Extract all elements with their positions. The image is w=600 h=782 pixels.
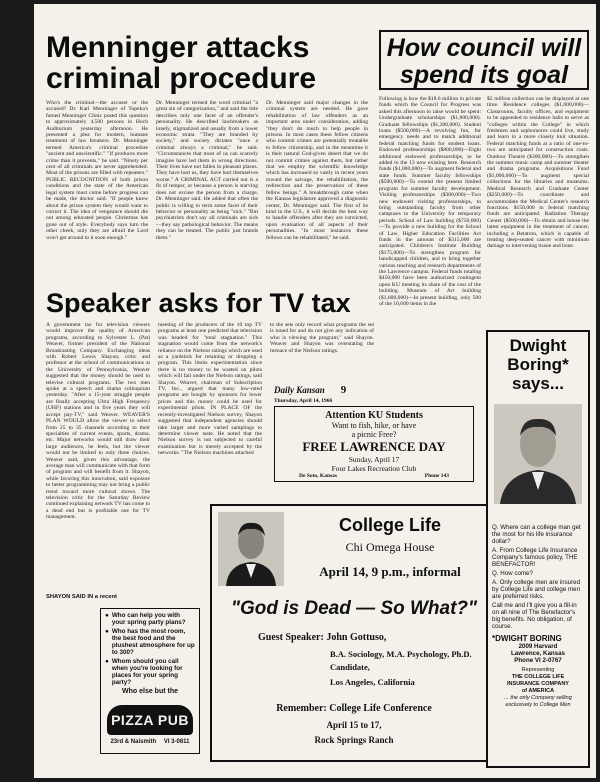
- pizza-item-3-text: Whom should you call when you're looking for places for your spring party?: [111, 658, 183, 686]
- pizza-item-2: [105, 628, 195, 656]
- college-life-conf-dates: April 15 to 17,: [326, 720, 382, 730]
- council-text-1: Following is how the $18.6 million in private funds which the Council for Progress was asked this afternoon to raise would be spent: Undergraduate scholarships ($1,800,000). Graduate fellowships ($1,200,000). Student loans ($500,000)—A revolving fun, for emergency needs and to match additional federal matching funds for student loans. Endowed professorships ($800,000)—Eight additional endowed professorships, to be added to the 13 now existing here. Research funds ($1,000,000)—To augment federal and state funds. Summer faculty fellowships ($500,000)—To extend the present limited program for summer faculty development. Visiting professorships ($300,000)—Two new endowed visiting professorships, to bring outstanding faculty from other campuses to the University for temporary periods. School of Law building ($750,000)—To provide a new building for the School of Law. Higher Education Facilities Act funds in the amount of $315,000 are anticipated. Children's Institute Building ($175,000)—To strengthen program for handicapped children, and to bring together various teaching and research departments of the Lawrence campus. Federal funds totaling $450,000 have been authorized contingent upon KU meeting its share of the cost of the building. Museum of Art building ($1,600,000)—In present building, only 500 of the 10,600 items in the: [379, 96, 481, 307]
- masthead-page: 9: [340, 384, 347, 396]
- tv-col-1: [46, 322, 150, 594]
- tv-col-1-tail: SHAYON SAID IN a recent: [46, 594, 117, 600]
- picnic-line-2: a picnic Free?: [351, 430, 397, 439]
- boring-phone: Phone VI 2-0767: [514, 657, 562, 664]
- college-life-when: April 14, 9 p.m., informal: [319, 564, 461, 579]
- pizza-logo-text: PIZZA PUB: [111, 712, 189, 728]
- college-life-title: College Life: [338, 515, 441, 535]
- picnic-title: Attention KU Students: [325, 410, 423, 421]
- boring-portrait-icon: [494, 404, 582, 504]
- pizza-item-1: [105, 612, 195, 626]
- picnic-big: FREE LAWRENCE DAY: [302, 439, 446, 454]
- boring-q2: Q. How come?: [492, 570, 533, 577]
- boring-rep-3: INSURANCE COMPANY: [507, 681, 569, 687]
- menninger-col-3: [266, 100, 368, 286]
- picnic-line-1: Want to fish, hike, or have: [331, 421, 417, 430]
- boring-call: Call me and I'll give you a fill-in on all nine of The Benefactor's big benefits. No obligation, of course.: [492, 602, 577, 630]
- pizza-pub-logo: [107, 705, 193, 735]
- tv-text-3: to the sets only record what programs the set is tuned for and do not give any indication of who is viewing the program," said Shayon. Weaver and Shayon was overstating the menace of the Nielson ratings.: [270, 322, 374, 354]
- pizza-item-1-text: Who can help you with your spring party plans?: [111, 612, 186, 626]
- college-life-cred-2: Los Angeles, California: [330, 677, 415, 687]
- pizza-tagline: Who else but the: [122, 688, 178, 695]
- boring-addr-1: 2009 Harvard: [518, 643, 558, 650]
- pizza-address: 23rd & Naismith: [110, 739, 157, 745]
- menninger-text-2: Dr. Menninger termed the word criminal "a great sin of categorization," and said the title describes only one facet of an offender's personality. He described lawbreakers as lonely, stigmatized and usually from a lower economic strata. "They are branded by society," and society dictates "once a criminal always a criminal," he said. "Circumstances that most of us can scarcely imagine have led them in wrong directions. Their lives have not fallen in pleasant places. They have hurt us, they have hurt themselves worse." A CRIMINAL ACT carried out is a fit of temper, or because a person is starving does not excuse the person from a charge, Dr. Menninger said. He added that often the public is willing to term some facet of their behavior or personality as being "sick." "But psychiatrists don't say all criminals are sick—they say pathological behavior. The means they can be treated. The public just brands them.": [156, 100, 258, 241]
- council-col-2: [487, 96, 589, 328]
- tv-col-3: [270, 322, 374, 374]
- boring-a1: A. From College Life Insurance Company's famous policy, THE BENEFACTOR!: [492, 547, 578, 568]
- boring-rep-2: THE COLLEGE LIFE: [511, 674, 565, 680]
- newspaper-page: [34, 4, 596, 778]
- boring-rep-4: of AMERICA: [521, 688, 555, 694]
- council-text-2: $2 million collection can be displayed at one time. Residence colleges ($1,000,000)—Classrooms, faculty offices, and equipment to be appended to residence halls to serve as "colleges within the College" in which freshmen and sophomores could live, study and learn in a more closely knit situation. Federal matching funds at a ratio of one-to-two are anticipated for construction costs. Outdoor Theatre ($300,000)—To strengthen the summer music camp and summer theater and drama programs. Acquisitions Fund ($1,000,000)—To augment special collections for the libraries and museums. Medical Research and Graduate Center ($250,000)—To coordinate and accommodate the Medical Center's research functions. $150,000 in federal matching funds are anticipated. Radiation Therapy Center ($500,000)—To obtain and house the latest equipment in the treatment of cancer, including a Betatron, which is capable of treating deep-seated cancer with minimum damage to intervening tissue and bone.: [487, 96, 589, 250]
- picnic-ad: [274, 406, 474, 482]
- college-life-cred-1: B.A. Sociology, M.A. Psychology, Ph.D. Candidate,: [330, 649, 472, 672]
- college-life-remember: Remember: College Life Conference: [276, 703, 432, 714]
- boring-headline-3: says...: [512, 374, 564, 393]
- masthead-name: Daily Kansan: [274, 385, 325, 395]
- masthead-date: Thursday, April 14, 1966: [274, 398, 333, 404]
- pizza-pub-ad: [100, 608, 200, 754]
- boring-rep-1: Representing: [521, 667, 555, 673]
- picnic-phone: Phone 143: [424, 473, 449, 479]
- speaker-photo: [218, 512, 284, 586]
- dwight-boring-ad: [486, 330, 590, 768]
- tv-text-2: meeting of the producers of the 10 top TV programs at least one predicted that television was headed for "total stagnation." This stagnation would come from the network's reliance on the Nielson ratings which are used as a yardstick for retaining or dropping a program. This limits experimentation since there is no money to be wasted on pilots which will fail under the Nielson ratings, said Shayon. Weaver, chairman of Subscription TV, Inc., argued that many low-rated programs are bought by sponsors for lower prices and this money could be used for experimental pilots. IN PLACE OF the recently-investigated Nielson survey, Shayon suggested that independent agencies should take larger and more varied samplings to determine viewer taste. He noted that the Nielson survey is not subjected to careful examination but is merely accepted by the networks. "The Nielson machines attached: [158, 322, 262, 457]
- college-life-speaker: John Gottuso,: [326, 632, 387, 643]
- pizza-phone: VI 3-0611: [163, 739, 190, 745]
- picnic-date: Sunday, April 17: [348, 455, 400, 464]
- pizza-bullet-3-icon: ●: [105, 658, 109, 665]
- council-headline: How council will spend its goal: [386, 34, 582, 89]
- college-life-ad: [210, 504, 498, 762]
- boring-photo: [494, 404, 582, 504]
- boring-headline-2: Boring*: [507, 355, 569, 374]
- pizza-item-3: [105, 658, 195, 686]
- pizza-bullet-2-icon: ●: [105, 628, 109, 635]
- boring-name: *DWIGHT BORING: [492, 634, 562, 643]
- boring-rep-5: ... the only Company selling exclusively to College Men: [504, 695, 572, 708]
- boring-a2: A. Only college men are insured by College Life and college men are preferred risks.: [492, 579, 581, 600]
- boring-q1: Q. Where can a college man get the most for his life insurance dollar?: [492, 524, 581, 545]
- masthead: [274, 380, 374, 404]
- tv-headline: Speaker asks for TV tax: [46, 288, 351, 318]
- menninger-headline: Menninger attacks criminal procedure: [46, 31, 317, 95]
- menninger-text-3: Dr. Menninger said major changes in the criminal system are needed. He gave rehabilitation of law offenders as an important area under consideration, adding "they don't do much to help people in prisons. In most cases these fellow citizens who commit crimes are potentially treatable to fellow citizenship, and in the meantime it is their natural God-given desert that we do not commit crimes against them, but rather that we employ the scientific knowledge which has increased so vastly in recent years toward the salvage, the rehabilitation, the redirection and the preservation of these fellow beings." A breakthrough came when the Kansas legislature approved a diagnostic center, Dr. Menninger said. The first of its kind in the U.S., it will decide the best way to handle offenders after they are convicted, upon evaluation of all aspects of their personalities. "In most instances these fellows can be rehabilitated," he said.: [266, 100, 368, 241]
- pizza-bullet-1-icon: ●: [105, 612, 109, 619]
- speaker-portrait-icon: [218, 512, 284, 586]
- college-life-conf-place: Rock Springs Ranch: [314, 735, 394, 745]
- council-headline-box: [379, 30, 589, 90]
- menninger-text-1: Who's the criminal—the accuser or the accused? Dr. Karl Menninger of Topeka's famed Menninger Clinic posed this question to approximately 4,500 persons in Hoch Auditorium yesterday afternoon. He presented a plea for modern, humane treatment of law breakers. Dr. Menninger termed America's criminal procedure "ancient and unscientific." "If produces more crime than it prevents," he said. "Ninety per cent of all criminals are never apprehended. Most of the prisons are filled with repeaters." PUBLIC RECOGNITION of both prison conditions and the state of the American legal system must come before progress can be made, the doctor said. "If people knew about the prison system they would want to correct it. The idea of vengeance should die out among educated people. Christmas has gone out of style. Everybody says turn the other cheek, only they are afraid the Lord won't get around to it soon enough.": [46, 100, 148, 241]
- picnic-location: De Soto, Kansas: [299, 473, 338, 479]
- college-life-speaker-label: Guest Speaker:: [258, 632, 324, 643]
- menninger-col-2: [156, 100, 258, 286]
- tv-col-2: [158, 322, 262, 494]
- menninger-col-1: [46, 100, 148, 286]
- picnic-venue: Four Lakes Recreation Club: [331, 464, 417, 473]
- boring-headline: [488, 336, 588, 393]
- boring-addr-2: Lawrence, Kansas: [511, 650, 565, 657]
- college-life-question: "God is Dead — So What?": [230, 598, 478, 619]
- tv-text-1: A government tax for television viewers would improve the quality of American programs, according to Sylvester L. (Pat) Weaver, former president of the National Broadcasting Company. Exchanging ideas with Robert Lewis Shayon, critic and professor at the school of communications at the University of Pennsylvania, Weaver suggested that the money should be used to televise cultural programs. The two men spoke at a speech and drama colloquium yesterday. "After a 15-year struggle people are finally accepting Ultra High Frequency (UHF) stations and in five years they will accept pay-TV," said Weaver. WEAVER'S PLAN WOULD allow the viewer to select from 25 to 35 channels according to their specialties of current events, sports, drama, etc. Major networks would still draw their large audiences, he feels, but the viewer would not be limited to only three choices. Weaver said, given this advantage, the average man will communicate with that form of program and will benefit from it. Shayon, while favoring this innovation, said exposure to better programming may not bring a public trend toward more cultural shows. The television critic for the Saturday Review continued explaining network TV has come to a dead end but is profitable one for TV management.: [46, 322, 150, 521]
- boring-headline-1: Dwight: [509, 336, 567, 355]
- college-life-host: Chi Omega House: [345, 540, 435, 554]
- pizza-item-2-text: Who has the most room, the best food and the plushest atmosphere for up to 300?: [111, 628, 195, 656]
